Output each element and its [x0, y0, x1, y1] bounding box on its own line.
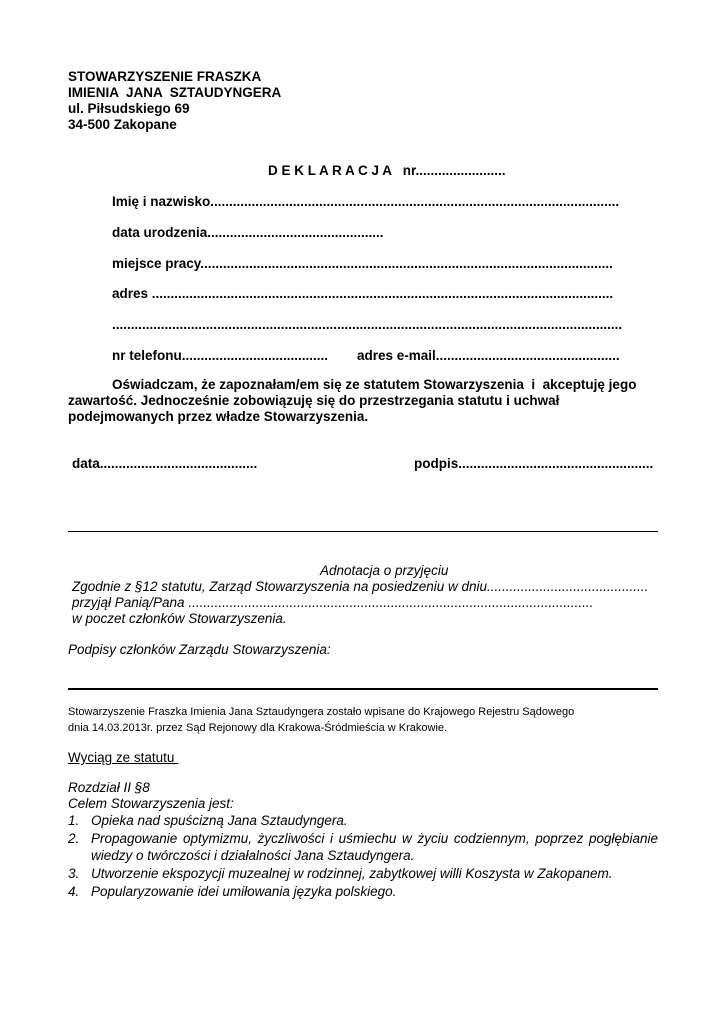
- organization-city: 34-500 Zakopane: [68, 117, 177, 132]
- list-item: [68, 830, 658, 864]
- divider-thick: [68, 688, 658, 690]
- goal-text: Utworzenie ekspozycji muzealnej w rodzinnej, zabytkowej willi Koszysta w Zakopanem.: [91, 866, 613, 881]
- declaration-title: D E K L A R A C J A nr........................: [268, 163, 506, 178]
- statute-chapter: Rozdział II §8: [68, 780, 150, 795]
- list-item: [68, 883, 658, 900]
- registry-note-line-1: Stowarzyszenie Fraszka Imienia Jana Sztaudyngera zostało wpisane do Krajowego Rejestru Sądowego: [68, 706, 575, 718]
- statement-line-3: podejmowanych przez władze Stowarzyszenia.: [68, 409, 369, 424]
- list-item: [68, 812, 658, 829]
- statement-line-2: zawartość. Jednocześnie zobowiązuję się do przestrzegania statutu i uchwał: [68, 393, 560, 408]
- address-field[interactable]: adres ...........................................................................................................................: [112, 286, 614, 301]
- date-field[interactable]: data..........................................: [72, 456, 258, 471]
- admission-title: Adnotacja o przyjęciu: [320, 563, 449, 578]
- address-continued-field[interactable]: ........................................................................................................................................: [112, 317, 623, 332]
- board-signatures-label: Podpisy członków Zarządu Stowarzyszenia:: [68, 642, 331, 657]
- statute-goals-list: [68, 809, 658, 900]
- phone-field[interactable]: nr telefonu.......................................: [112, 348, 329, 363]
- goal-text: Propagowanie optymizmu, życzliwości i uśmiechu w życiu codziennym, poprzez pogłębianie wiedzy o twórczości i działalności Jana Sztaudyngera.: [91, 831, 658, 863]
- goal-text: Opieka nad spuścizną Jana Sztaudyngera.: [91, 813, 348, 828]
- admission-line-2: przyjął Panią/Pana ............................................................................................................: [72, 595, 594, 610]
- goal-number: 3.: [68, 866, 80, 881]
- organization-street: ul. Piłsudskiego 69: [68, 101, 190, 116]
- workplace-field[interactable]: miejsce pracy..............................................................................................................: [112, 256, 613, 271]
- organization-name: STOWARZYSZENIE FRASZKA: [68, 69, 262, 84]
- admission-line-3: w poczet członków Stowarzyszenia.: [72, 611, 287, 626]
- goal-number: 1.: [68, 813, 80, 828]
- birth-date-field[interactable]: data urodzenia...............................................: [112, 225, 384, 240]
- divider: [68, 531, 658, 532]
- admission-line-1: Zgodnie z §12 statutu, Zarząd Stowarzyszenia na posiedzeniu w dniu...........................................: [72, 579, 649, 594]
- email-field[interactable]: adres e-mail.................................................: [357, 348, 620, 363]
- list-item: [68, 865, 658, 882]
- signature-field[interactable]: podpis....................................................: [414, 456, 654, 471]
- name-field[interactable]: Imię i nazwisko.............................................................................................................: [112, 194, 620, 209]
- statute-intro: Celem Stowarzyszenia jest:: [68, 796, 234, 811]
- organization-patron: IMIENIA JANA SZTAUDYNGERA: [68, 85, 282, 100]
- goal-text: Popularyzowanie idei umiłowania języka polskiego.: [91, 884, 397, 899]
- statement-line-1: Oświadczam, że zapoznałam/em się ze statutem Stowarzyszenia i akceptuję jego: [112, 377, 637, 392]
- goal-number: 4.: [68, 884, 80, 899]
- statute-heading: Wyciąg ze statutu: [68, 750, 179, 765]
- goal-number: 2.: [68, 831, 80, 846]
- registry-note-line-2: dnia 14.03.2013r. przez Sąd Rejonowy dla Krakowa-Śródmieścia w Krakowie.: [68, 722, 448, 734]
